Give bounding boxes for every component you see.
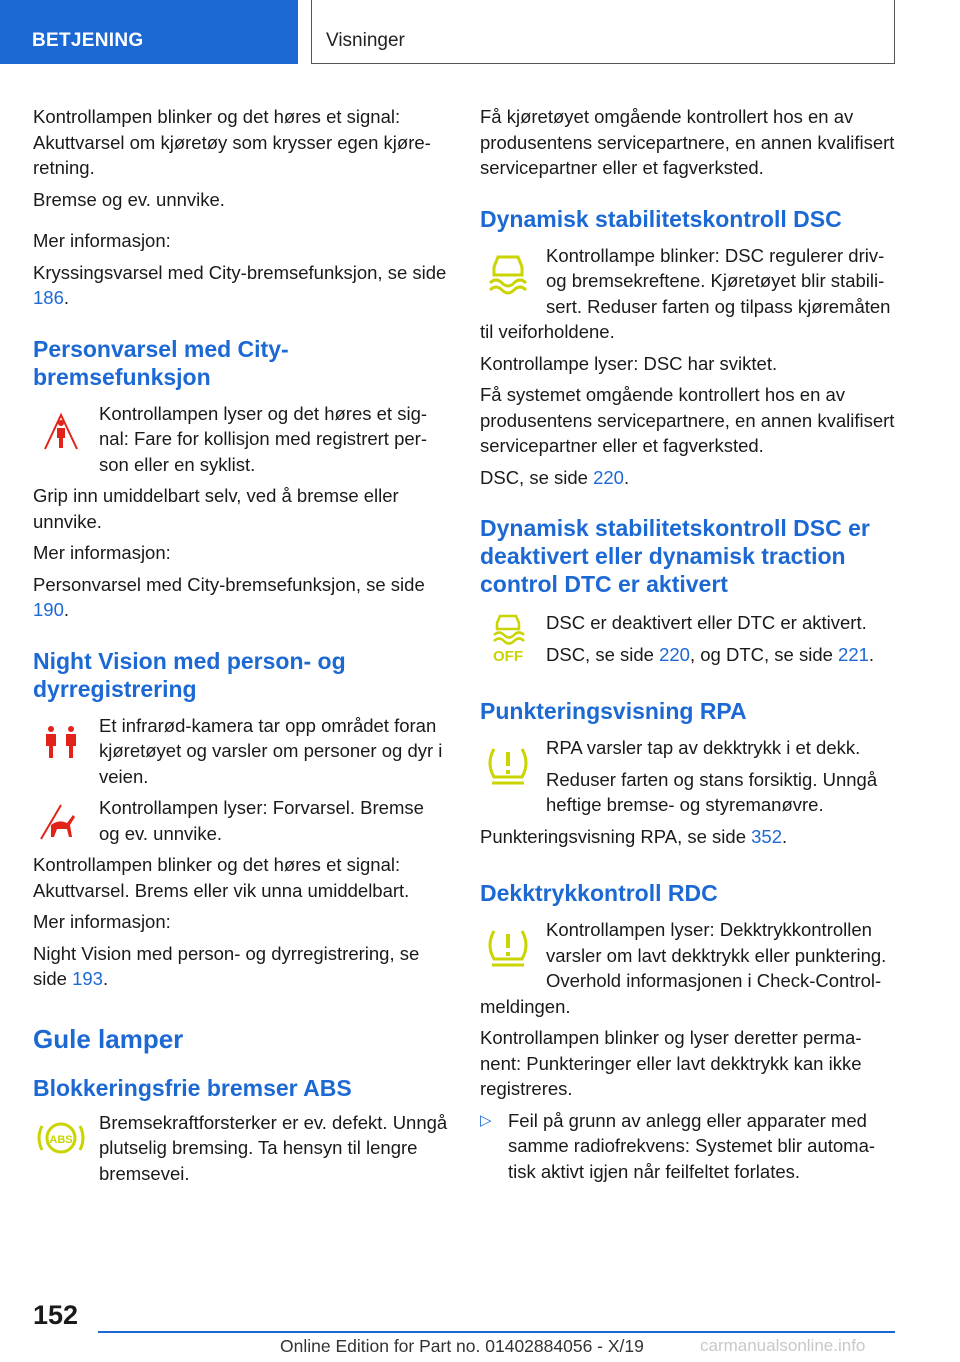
paragraph: Mer informasjon: (33, 230, 171, 251)
heading-gule-lamper: Gule lamper (33, 1023, 184, 1054)
page-link[interactable]: 190 (33, 599, 64, 620)
paragraph: Kontrollampe lyser: DSC har sviktet. (480, 352, 778, 374)
page-link[interactable]: 186 (33, 287, 64, 308)
paragraph: DSC, se side 220, og DTC, se side 221. (546, 643, 875, 665)
paragraph: DSC, se side 220. (480, 466, 630, 488)
paragraph: Grip inn umiddelbart selv, ved å bremse eller unnvike. (33, 485, 399, 532)
edition-note: Online Edition for Part no. 01402884056 - X/19 (280, 1336, 644, 1356)
dsc-off-icon (480, 610, 546, 676)
paragraph: Kontrollampen blinker og det høres et signal: Akuttvarsel. Brems eller vik unna umiddelbart. (33, 854, 410, 901)
right-column (480, 104, 896, 1184)
paragraph: Få systemet omgående kontrollert hos en av produsentens servicepartnere, en annen kvalifisert servicepartner eller et fagverksted. (480, 384, 895, 456)
paragraph: Bremse og ev. unnvike. (33, 188, 225, 210)
heading-night-vision: Night Vision med person- og dyrregistrering (33, 647, 346, 702)
svg-text:OFF: OFF (493, 648, 523, 665)
dsc-off-block (480, 610, 896, 667)
rpa-block (480, 735, 896, 818)
heading-dsc: Dynamisk stabilitetskontroll DSC (480, 205, 842, 232)
dsc-icon (480, 243, 546, 309)
watermark: carmanualsonline.info (700, 1336, 866, 1355)
paragraph: DSC er deaktivert eller DTC er aktivert. (546, 612, 867, 633)
heading-dsc-off: Dynamisk stabilitetskontroll DSC er deaktivert eller dynamisk traction control DTC er aktivert (480, 515, 870, 597)
paragraph: Mer informasjon: (33, 542, 171, 563)
paragraph: Reduser farten og stans forsiktig. Unngå heftige bremse- og styremanøvre. (546, 768, 878, 815)
chapter-header (311, 0, 895, 64)
paragraph: Kontrollampen blinker og det høres et signal: Akuttvarsel om kjøretøy som krysser egen kjøreretning. (33, 106, 431, 178)
paragraph: Et infrarød-kamera tar opp området foran kjøretøyet og varsler om personer og dyr i veien. (99, 714, 443, 787)
heading-rdc: Dekktrykkontroll RDC (480, 880, 718, 906)
footer-divider (98, 1331, 895, 1333)
deer-block (33, 795, 449, 846)
dsc-block (480, 243, 896, 345)
paragraph: RPA varsler tap av dekktrykk i et dekk. (546, 737, 861, 758)
pedestrian-block (33, 401, 449, 478)
page-link[interactable]: 193 (72, 968, 103, 989)
tire-pressure-icon (480, 735, 546, 801)
pedestrian-warning-icon (33, 401, 99, 467)
paragraph: Kontrollampen lyser: Forvarsel. Bremse og ev. unnvike. (99, 797, 424, 844)
paragraph: Kontrollampe blinker: DSC regulerer driv- og bremsekreftene. Kjøretøyet blir stabilisert. Reduser farten og tilpass kjøremåten til veiforholdene. (480, 244, 891, 342)
heading-rpa: Punkteringsvisning RPA (480, 698, 747, 724)
deer-warning-icon (33, 795, 99, 849)
paragraph: Punkteringsvisning RPA, se side 352. (480, 825, 788, 847)
night-vision-persons-icon (33, 713, 99, 779)
paragraph: Kontrollampen lyser: Dekktrykkontrollen varsler om lavt dekktrykk eller punktering. Overhold informasjonen i Check-Control-meldingen. (480, 919, 887, 1017)
page-number: 152 (33, 1300, 79, 1330)
page-link[interactable]: 352 (751, 825, 782, 847)
paragraph: Kryssingsvarsel med City-bremsefunksjon, se side 186. (33, 261, 447, 308)
night-vision-block (33, 713, 449, 790)
paragraph: Night Vision med person- og dyrregistrering, se side 193. (33, 942, 420, 989)
bullet-triangle-icon: ▷ (480, 1111, 492, 1129)
section-tab (0, 0, 298, 64)
abs-block (33, 1110, 449, 1187)
abs-icon (33, 1110, 99, 1176)
page-link[interactable]: 220 (593, 466, 624, 488)
paragraph: Få kjøretøyet omgående kontrollert hos en av produsentens servicepartnere, en annen kvalifisert servicepartner eller et fagverksted. (480, 106, 895, 178)
section-title: BETJENING (32, 30, 144, 51)
tire-pressure-icon (480, 917, 546, 983)
chapter-title: Visninger (326, 30, 405, 51)
bullet-text: Feil på grunn av anlegg eller apparater med samme radiofrekvens: Systemet blir automatisk aktivt igjen når feilfeltet forlates. (508, 1109, 876, 1182)
list-item (480, 1108, 896, 1185)
paragraph: Kontrollampen blinker og lyser deretter permanent: Punkteringer eller lavt dekktrykk kan ikke registreres. (480, 1027, 862, 1099)
heading-personvarsel: Personvarsel med City-bremsefunksjon (33, 335, 289, 390)
page-link[interactable]: 220 (659, 643, 690, 665)
heading-abs: Blokkeringsfrie bremser ABS (33, 1074, 352, 1101)
svg-text:ABS: ABS (49, 1133, 73, 1146)
paragraph: Kontrollampen lyser og det høres et signal: Fare for kollisjon med registrert person eller en syklist. (99, 402, 428, 475)
paragraph: Mer informasjon: (33, 911, 171, 932)
paragraph: Personvarsel med City-bremsefunksjon, se side 190. (33, 573, 425, 620)
rdc-block (480, 917, 896, 1019)
page-link[interactable]: 221 (838, 643, 869, 665)
left-column (33, 104, 449, 1192)
paragraph: Bremsekraftforsterker er ev. defekt. Unngå plutselig bremsing. Ta hensyn til lengre bremsevei. (99, 1111, 448, 1184)
